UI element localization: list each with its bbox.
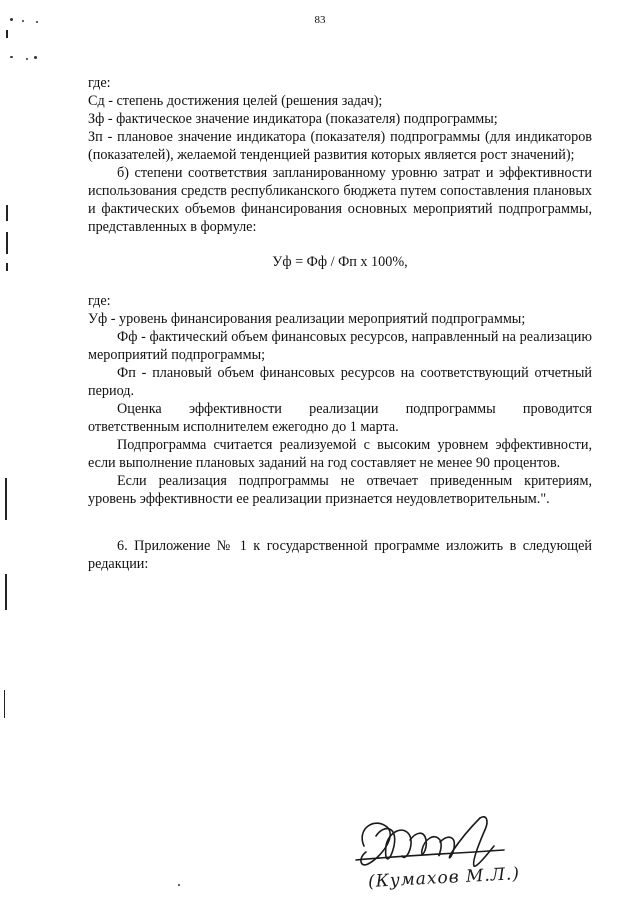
scan-margin-mark: [6, 232, 8, 254]
scan-speck: [10, 56, 13, 58]
scan-margin-mark: [4, 690, 5, 718]
scan-speck: [10, 18, 13, 21]
scan-speck: [34, 56, 37, 59]
scan-speck: [26, 58, 28, 60]
paragraph-assessment: Оценка эффективности реализации подпрограммы проводится ответственным исполнителем ежегодно до 1 марта.: [88, 401, 592, 435]
scan-margin-mark: [6, 205, 8, 221]
paragraph-unsatisfactory: Если реализация подпрограммы не отвечает приведенным критериям, уровень эффективности ее реализации признается неудовлетворительным.".: [88, 473, 592, 507]
scan-speck: [178, 884, 180, 886]
where-label: где:: [88, 293, 111, 309]
document-body: [88, 74, 592, 573]
scan-margin-mark: [6, 263, 8, 271]
definition-ff: Фф - фактический объем финансовых ресурсов, направленный на реализацию мероприятий подпрограммы;: [88, 329, 592, 363]
formula: Уф = Фф / Фп х 100%,: [272, 254, 408, 270]
scan-margin-mark: [6, 30, 8, 38]
where-label: где:: [88, 75, 111, 91]
definition-uf: Уф - уровень финансирования реализации мероприятий подпрограммы;: [88, 311, 526, 327]
definition-zf: Зф - фактическое значение индикатора (показателя) подпрограммы;: [88, 111, 498, 127]
scan-margin-mark: [5, 478, 7, 520]
paragraph-high-efficiency: Подпрограмма считается реализуемой с высоким уровнем эффективности, если выполнение плановых заданий на год составляет не менее 90 процентов.: [88, 437, 592, 471]
page-number: 83: [314, 14, 326, 26]
definition-zp: Зп - плановое значение индикатора (показателя) подпрограммы (для индикаторов (показателей), желаемой тенденцией развития которых является рост значений);: [88, 129, 592, 163]
signature-caption: (Кумахов М.Л.): [367, 864, 521, 892]
paragraph-item-6: 6. Приложение № 1 к государственной программе изложить в следующей редакции:: [88, 538, 592, 572]
paragraph-item-b: б) степени соответствия запланированному уровню затрат и эффективности использования средств республиканского бюджета путем сопоставления плановых и фактических объемов финансирования основных мероприятий подпрограммы, представленных в формуле:: [88, 165, 592, 235]
scan-margin-mark: [5, 574, 7, 610]
scan-speck: [22, 20, 24, 22]
scan-speck: [36, 21, 38, 23]
definition-sd: Сд - степень достижения целей (решения задач);: [88, 93, 383, 109]
definition-fp: Фп - плановый объем финансовых ресурсов на соответствующий отчетный период.: [88, 365, 592, 399]
